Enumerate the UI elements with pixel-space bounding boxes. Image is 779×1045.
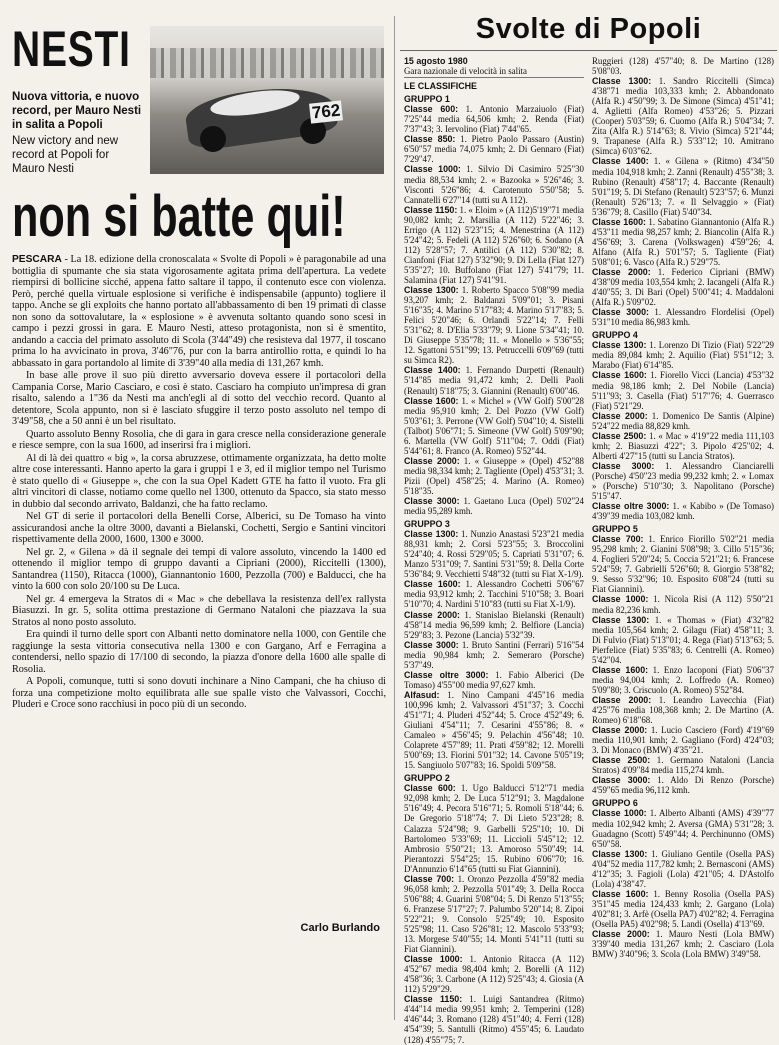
class-standings: 1. Alessandro Cochetti 5'06"67 media 93,912 kmh; 2. Tacchini 5'10"58; 3. Boari 5'10"70; 4. Nardini 5'10"83 (tutti su Fiat X-1/9). (404, 579, 584, 610)
class-standings: 1. « Kabibo » (De Tomaso) 4'39"39 media 103,082 kmh. (592, 501, 775, 522)
car-number: 762 (309, 100, 343, 123)
class-label: Classe 1000: (592, 594, 649, 605)
class-standings: 1. Gaetano Luca (Opel) 5'02"24 media 95,289 kmh. (404, 496, 584, 517)
class-result (592, 461, 774, 501)
headline-name: NESTI (12, 21, 131, 77)
class-result (592, 889, 774, 929)
article-paragraph: Nel gr. 4 emergeva la Stratos di « Mac » che debellava la resistenza dell'ex rallysta Biasuzzi. In gr. 5, solita ottima prestazione di Germano Nataloni che piazzava la sua Stratos al nono posto assoluto. (12, 593, 386, 628)
class-label: Classe 1600: (404, 395, 459, 406)
article-paragraph: Nel GT di serie il portacolori della Benelli Corse, Alberici, su De Tomaso ha vinto assicurandosi anche la oltre 3000, davanti a Bielanski, Cochetti, Sergio e Santini vincitori rispettivamente della 2000, 1600, 1300 e 3000. (12, 511, 386, 545)
class-label: Classe 1000: (592, 808, 647, 819)
class-standings: 1. Alessandro Flordelisi (Opel) 5'31"10 media 86,983 kmh. (592, 307, 774, 328)
group-heading: GRUPPO 5 (592, 524, 638, 535)
class-standings: 1. « Giuseppe » (Opel) 4'52"88 media 98,334 kmh; 2. Tagliente (Opel) 4'53"31; 3. Pizii (Opel) 4'58"25; 4. Marino (A. Romeo) 5'18"35. (404, 455, 584, 496)
article-paragraph: Nel gr. 2, « Gilena » dà il segnale dei tempi di valore assoluto, vincendo la 1400 ed ottenendo il miglior tempo di gruppo davanti a Cipriani (2000), Riccitelli (1300), Santandrea (1150), Ritacca (1000), Giannantonio 1600, Pezzolla (700) e Balducci, che ha vinto la 600 con solo 20/100 su De Luca. (12, 546, 386, 592)
class-standings: 1. Giuliano Gentile (Osella PAS) 4'04"52 media 117,782 kmh; 2. Bernasconi (AMS) 4'12"35; 3. Fagioli (Lola) 4'21"05; 4. D'Astolfo (Lola) 4'38"47. (592, 848, 774, 889)
class-label: Classe 2000: (592, 929, 650, 940)
class-label: Classe 700: (404, 873, 455, 884)
class-result (592, 725, 774, 755)
class-result (592, 217, 774, 267)
class-result (592, 775, 774, 795)
paragraph-text: - La 18. edizione della cronoscalata « Svolte di Popoli » è paragonabile ad una bottiglia di spumante che sia stata vigorosamente agitata prima dell'apertura. La vedete riempirsi di bollicine sicché, appena fatto saltare il tappo, il contenuto esce con violenza. Però, perché quella virtuale esplosione si verifiche è indispensabile (appunto) togliere il tappo. Anche se gli exploits che hanno portato all'abbassamento di ben 19 primati di classe non sono da sottovalutare, la « esplosione » è avvenuta soltanto quando sono scesi in campo i pezzi grossi in gara. E Mauro Nesti, atteso protagonista, non si è smentito, andando a caccia del primato assoluto di Scola (3'44"49) che resisteva dal 1977, il toscano prima lo ha avvicinato in prova, 3'46"76, pur con la barra antirollio rotta, e quindi lo ha abbassato in gara portandolo al limite di 3'39"40 alla media di 131,267 kmh. (12, 254, 386, 369)
class-standings: 1. Nino Campani 4'45"16 media 100,996 kmh; 2. Valvassori 4'51"37; 3. Cocchi 4'51"71; 4. Pluderi 4'52"44; 5. Croce 4'52"49; 6. Giuliani 4'54"11; 7. Cesarini 4'55"86; 8. « Camaleo » 4'56"45; 9. Pelachin 4'56"48; 10. Colaprete 4'57"89; 11. Prati 4'59"82; 12. Morelli 5'00"69; 13. Fiorini 5'01"32; 14. Cavone 5'05"19; 15. Sangiuolo 5'07"83; 16. Spoldi 5'09"58. (404, 689, 584, 771)
class-result (592, 267, 774, 307)
class-result (404, 496, 584, 516)
race-car-photo (150, 26, 384, 174)
article-body (12, 254, 386, 712)
class-standings: 1. « Michel » (VW Golf) 5'00"28 media 95,910 kmh; 2. Del Pozzo (VW Golf) 5'03"61; 3. Perrone (VW Golf) 5'04"10; 4. Sistelli (Talbot) 5'06"71; 5. Simeone (VW Golf) 5'09"90; 6. Martella (VW Golf) 5'11"04; 7. Oddi (Fiat) 5'44"61; 8. Franco (A. Romeo) 5'52"44. (404, 395, 584, 456)
class-result (404, 396, 584, 456)
class-label: Classe 3000: (592, 775, 651, 786)
class-result (404, 690, 584, 770)
article-paragraph: In base alle prove il suo più diretto avversario doveva essere il portacolori della Campania Corse, Mario Casciaro, e così è stato. Casciaro ha compiuto un'impresa di gran risalto, salendo a 1"36 da Nesti ma anch'egli al di sotto del vecchio record. Quanto al detentore, Scola appunto, non si è lasciato sfuggire il terzo posto assoluto nel tempo di 3'49"58, che a 50 anni è un bel risultato. (12, 370, 386, 427)
author-byline: Carlo Burlando (300, 922, 380, 934)
class-label: Classe 1300: (592, 848, 648, 859)
class-standings: 1. Roberto Spacco 5'08"99 media 93,207 kmh; 2. Baldanzi 5'09"01; 3. Pisani 5'16"35; 4. Marino 5'17"83; 4. Marino 5'17"83; 5. Felici 5'20"46; 6. Orlandi 5'22"14; 7. Felli 5'31"62; 8. D'Elia 5'33"79; 9. Lione 5'34"41; 10. Di Giuseppe 5'35"78; 11. « Monello » 5'36"55; 12. Sgattoni 5'51"99; 13. Petruccelli 6'09"69 (tutti su Simca R2). (404, 285, 584, 366)
class-label: Classe 3000: (404, 639, 459, 650)
main-headline: non si batte qui! (12, 184, 346, 249)
class-label: Alfasud: (404, 689, 440, 700)
class-standings: Ruggieri (128) 4'57"40; 8. De Martino (128) 5'08"03. (592, 56, 774, 77)
class-standings: 1. Alessandro Cianciarelli (Porsche) 4'50"23 media 99,232 kmh; 2. « Lomax » (Porsche) 5'10"30; 3. Napolitano (Porsche) 5'15"47. (592, 460, 774, 502)
class-result (404, 529, 584, 579)
class-standings: 1. « Mac » 4'19"22 media 111,103 kmh; 2. Biasuzzi 4'22"; 3. Pipolo 4'25"02; 4. Alberti 4'27"15 (tutti su Lancia Stratos). (592, 430, 774, 461)
class-label: Classe 1600: (592, 664, 649, 675)
class-label: Classe 2000: (404, 609, 460, 620)
class-label: Classe 3000: (592, 307, 649, 318)
class-label: Classe 1400: (404, 365, 461, 376)
class-result (592, 755, 774, 775)
class-result (404, 874, 584, 954)
article-paragraph: Al di là dei quattro « big », la corsa abruzzese, ottimamente organizzata, ha detto molte altre cose interessanti. Hanno aperto la gara i gruppi 1 e 3, ed il miglior tempo nel Turismo è stato quello di « Giuseppe », che con la sua Opel Kadett GTE ha fatto il vuoto. Fra gli altri vincitori di classe, notiamo come quello nel 1300, ottenuto da Spacco, sia stato messo in dubbio dal secondo arrivato, Baldanzi, che ha fatto reclamo. (12, 452, 386, 510)
class-standings: 1. Antonio Marzaiuolo (Fiat) 7'25"44 media 64,506 kmh; 2. Renda (Fiat) 7'37"43; 3. Iervolino (Fiat) 7'44"65. (404, 104, 584, 135)
class-result (592, 501, 774, 521)
class-label: Classe 600: (404, 783, 456, 794)
class-result (592, 534, 774, 594)
race-date: 15 agosto 1980 (404, 56, 468, 66)
class-standings: 1. Ugo Balducci 5'12"71 media 92,098 kmh; 2. De Luca 5'12"91; 3. Magdalone 5'16"49; 4. Pecora 5'16"71; 5. Romoli 5'18"44; 6. De Gregorio 5'18"74; 7. Di Lieto 5'23"28; 8. Calazza 5'24"98; 9. Garbelli 5'25"10; 10. Di Bartolomeo 5'33"69; 11. Liccioli 5'45"12; 12. Ambrosio 5'50"21; 13. Amoroso 5'50"49; 14. Pierantozzi 5'54"25; 15. Rubino 6'06"70; 16. D'Annunzio 6'14"65 (tutti su Fiat Giannini). (404, 783, 584, 874)
group-heading: GRUPPO 2 (404, 773, 450, 784)
class-result (404, 579, 584, 609)
article-paragraph: A Popoli, comunque, tutti si sono dovuti inchinare a Nino Campani, che ha chiuso di forza una competizione molto equilibrata alle sue spalle visto che Valvassori, Cocchi, Pluderi e Croce sono racchiusi in poco più di un secondo. (12, 676, 386, 710)
class-standings: 1. Domenico De Santis (Alpine) 5'24"22 media 88,829 kmh. (592, 410, 774, 431)
class-label: Classe 1150: (404, 994, 463, 1005)
article-paragraph: Quarto assoluto Benny Rosolia, che di gara in gara cresce nella considerazione generale e riesce sempre, con la sua 1600, ad inserirsi fra i migliori. (12, 428, 386, 451)
group-heading: GRUPPO 3 (404, 519, 450, 530)
class-standings: 1. Mauro Nesti (Lola BMW) 3'39"40 media 131,267 kmh; 2. Casciaro (Lola BMW) 3'40"96; 3. Scola (Lola BMW) 3'49"58. (592, 929, 774, 960)
class-label: Classe 1300: (592, 340, 647, 351)
class-standings: 1. Federico Cipriani (BMW) 4'38"09 media 103,554 kmh; 2. Iacangeli (Alfa R.) 4'40"55; 3. Di Bari (Opel) 5'00"41; 4. Maddaloni (Alfa R.) 5'09"02. (592, 266, 774, 308)
results-sidebar (400, 13, 777, 1045)
class-label: Classe 1400: (592, 156, 649, 167)
class-label: Classe 1300: (592, 614, 650, 625)
race-type: Gara nazionale di velocità in salita (404, 66, 584, 78)
class-result (592, 340, 774, 370)
article-paragraph: Era quindi il turno delle sport con Albanti netto dominatore nella 1000, con Gentile che raggiunge la sesta vittoria consecutiva nella 1300 e con Gargano, Arf e Ferragina a contendersi, nello spazio di 17/100 di secondo, la piazza d'onore della 1600 alle spalle di Rosolia. (12, 629, 386, 675)
class-standings: 1. Antonio Ritacca (A 112) 4'52"67 media 98,404 kmh; 2. Borelli (A 112) 4'58"36; 3. Carbone (A 112) 5'25"43; 4. Giosia (A 112) 5'29"29. (404, 954, 584, 995)
class-standings: 1. Sandro Riccitelli (Simca) 4'38"71 media 103,333 kmh; 2. Abbandonato (Alfa R.) 4'50"99; 3. De Simone (Simca) 4'51"41; 4. Aglietti (Alfa Romeo) 4'53"26; 5. Pizzari (Cooper) 5'03"59; 6. Cuomo (Alfa R.) 5'04"34; 7. Zita (Alfa R.) 5'14"63; 8. Vivio (Simca) 5'21"44; 9. Trapanese (Alfa R.) 5'33"12; 10. Amitrano (Simca) 6'03"62. (592, 76, 774, 157)
class-result (404, 670, 584, 690)
class-result (404, 640, 584, 670)
class-standings: 1. Pietro Paolo Passaro (Austin) 6'50"57 media 74,075 kmh; 2. Di Gennaro (Fiat) 7'29"47. (404, 134, 584, 165)
classifiche-heading: LE CLASSIFICHE (404, 81, 477, 92)
class-label: Classe 2000: (592, 725, 648, 736)
class-standings: 1. Germano Nataloni (Lancia Stratos) 4'09"84 media 115,274 kmh. (592, 755, 774, 776)
subtitle-english: New victory and new record at Popoli for Mauro Nesti (12, 135, 119, 175)
class-standings: 1. Enrico Fiorillo 5'02"21 media 95,298 kmh; 2. Gianini 5'08"98; 3. Cillo 5'15"36; 4. Foglieri 5'20"24; 5. Coccia 5'21"21; 6. Francese 5'24"59; 7. Gabrielli 5'26"60; 8. Giorgio 5'38"82; 9. Sesso 5'32"96; 10. Esposito 6'08"24 (tutti su Fiat Giannini). (592, 534, 774, 595)
subtitle-italian: Nuova vittoria, e nuovo record, per Mauro Nesti in salita a Popoli (12, 91, 142, 131)
class-result (592, 594, 774, 614)
class-standings: 1. Fernando Durpetti (Renault) 5'14"85 media 91,472 kmh; 2. Delli Paoli (Renault) 5'18"75; 3. Giannini (Renault) 6'00"46. (404, 365, 584, 396)
class-result (592, 849, 774, 889)
class-result (592, 665, 774, 695)
class-label: Classe 1150: (404, 204, 458, 215)
group-heading: GRUPPO 6 (592, 798, 638, 809)
class-label: Classe 2000: (592, 694, 652, 705)
class-result (404, 954, 584, 994)
class-result (404, 783, 584, 873)
article-paragraph (12, 254, 386, 369)
class-standings: 1. « Thomas » (Fiat) 4'32"82 media 105,564 kmh; 2. Gilagu (Fiat) 4'58"11; 3. Di Fulvio (Fiat) 5'13"01; 4. Rega (Fiat) 5'13"63; 5. Pierfelice (Fiat) 5'35"83; 6. Centrelli (A. Romeo) 5'42"04. (592, 614, 774, 665)
column-divider (394, 16, 395, 1020)
class-label: Classe 850: (404, 134, 456, 145)
class-standings: 1. Fiorello Vicci (Lancia) 4'53"32 media 98,186 kmh; 2. Del Nobile (Lancia) 5'11"93; 3. Casella (Fiat) 5'17"76; 4. Guerrasco (Fiat) 5'21"29. (592, 370, 774, 411)
class-standings: 1. Luigi Santandrea (Ritmo) 4'44"14 media 99,951 kmh; 2. Temperini (128) 4'46"44; 3. Romano (128) 4'51"40; 4. Ferri (128) 4'54"39; 5. Santulli (Ritmo) 4'55"45; 6. Laudato (128) 4'55"75; 7. (404, 994, 585, 1045)
class-result (404, 994, 584, 1044)
dateline: PESCARA (12, 254, 62, 265)
class-result (592, 615, 774, 665)
class-result (404, 134, 584, 164)
class-standings: 1. Bruto Santini (Ferrari) 5'16"54 media 90,984 kmh; 2. Semeraro (Porsche) 5'37"49. (404, 639, 584, 670)
class-standings: 1. Enzo Iacoponi (Fiat) 5'06"37 media 94,004 kmh; 2. Loffredo (A. Romeo) 5'09"80; 3. Criscuolo (A. Romeo) 5'52"84. (592, 664, 774, 695)
class-label: Classe 2000: (404, 455, 460, 466)
class-label: Classe 700: (592, 534, 644, 545)
class-label: Classe 2500: (592, 755, 651, 766)
results-column-right (592, 56, 774, 959)
class-result (404, 365, 584, 395)
class-result (404, 285, 584, 365)
class-result (592, 929, 774, 959)
race-car-wheel (200, 126, 226, 152)
class-standings: 1. « Gilena » (Ritmo) 4'34"50 media 104,918 kmh; 2. Zanni (Renault) 4'55"38; 3. Rubino (Renault) 4'58"17; 4. Baccante (Renault) 5'01"19; 5. Di Stefano (Renault) 5'23"57; 6. Munzi (Renault) 5'26"13; 7. « Il Selvaggio » (Fiat) 5'36"79; 8. Casillo (Fiat) 5'40"34. (592, 156, 774, 217)
class-label: Classe oltre 3000: (592, 501, 670, 512)
class-label: Classe 1300: (404, 285, 459, 296)
class-label: Classe 3000: (404, 496, 460, 507)
class-result (592, 695, 774, 725)
group-heading: GRUPPO 4 (592, 330, 638, 341)
class-label: Classe oltre 3000: (404, 669, 489, 680)
class-standings: 1. Leandro Lavecchia (Fiat) 4'25"76 media 108,368 kmh; 2. De Martino (A. Romeo) 6'18"68. (592, 694, 774, 726)
class-label: Classe 3000: (592, 460, 655, 471)
class-label: Classe 2500: (592, 430, 647, 441)
class-result (592, 411, 774, 431)
class-result (592, 76, 774, 156)
class-result (592, 808, 774, 848)
class-result (592, 56, 774, 76)
class-result (404, 164, 584, 204)
class-label: Classe 1300: (592, 76, 652, 87)
class-result (592, 156, 774, 216)
group-heading: GRUPPO 1 (404, 94, 450, 105)
class-standings: 1. Nicola Risi (A 112) 5'50"21 media 82,236 kmh. (592, 594, 774, 615)
class-standings: 1. Oronzo Pezzolla 4'59"82 media 96,058 kmh; 2. Pezzolla 5'01"49; 3. Della Rocca 5'06"88; 4. Guarini 5'08"04; 5. Di Renzo 5'13"55; 6. Franzese 5'17"27; 7. Palumbo 5'20"14; 8. Zipoi 5'22"21; 9. Consolo 5'25"49; 10. Esposito 5'25"98; 11. Caso 5'26"81; 12. Mascolo 5'33"93; 13. Morgese 5'40"55; 14. Monti 5'41"11 (tutti su Fiat Giannini). (404, 873, 584, 955)
class-label: Classe 600: (404, 104, 459, 115)
class-label: Classe 1000: (404, 164, 461, 175)
class-standings: 1. Lorenzo Di Tizio (Fiat) 5'22"29 media 89,084 kmh; 2. Aquilio (Fiat) 5'51"12; 3. Marabo (Fiat) 6'14"85. (592, 340, 774, 371)
class-label: Classe 1000: (404, 954, 463, 965)
class-label: Classe 2000: (592, 266, 651, 277)
class-label: Classe 1300: (404, 529, 459, 540)
class-standings: 1. Benny Rosolia (Osella PAS) 3'51"45 media 124,433 kmh; 2. Gargano (Lola) 4'02"81; 3. Arfè (Osella PA7) 4'02"82; 4. Ferragina (Osella PA5) 4'02"98; 5. Landi (Osella) 4'13"69. (592, 888, 774, 929)
class-label: Classe 1600: (404, 579, 461, 590)
main-article (8, 20, 388, 1020)
class-label: Classe 1600: (592, 888, 649, 899)
class-standings: 1. Lucio Casciero (Ford) 4'19"69 media 110,901 kmh; 2. Gagliano (Ford) 4'24"03; 3. Di Monaco (BMW) 4'35"21. (592, 725, 774, 756)
class-result (592, 370, 774, 410)
class-result (592, 307, 774, 327)
class-standings: 1. Stanislao Bielanski (Renault) 4'58"14 media 96,599 kmh; 2. Belfiore (Lancia) 5'29"83; 3. Pezone (Lancia) 5'32"39. (404, 609, 584, 640)
class-result (592, 431, 774, 461)
class-standings: 1. Aldo Di Renzo (Porsche) 4'59"65 media 96,112 kmh. (592, 775, 774, 796)
class-standings: 1. Nunzio Anastasi 5'23"21 media 88,931 kmh; 2. Corsi 5'23"55; 3. Broccolini 5'24"40; 4. Rossi 5'29"05; 5. Capriati 5'31"07; 6. Manzo 5'31"09; 7. Santini 5'31"59; 8. Della Corte 5'36"84; 9. Vecchietti 5'48"32 (tutti su Fiat X-1/9). (404, 529, 584, 580)
class-result (404, 205, 584, 285)
class-standings: 1. Sabatino Giannantonio (Alfa R.) 4'53"11 media 98,257 kmh; 2. Biancolin (Alfa R.) 4'56"69; 3. Carena (Volkswagen) 4'59"26; 4. Alfano (Alfa R.) 5'01"57; 5. Tagliente (Fiat) 5'08"01; 6. Vasco (Alfa R.) 5'29"75. (592, 216, 774, 267)
class-standings: 1. Alberto Albanti (AMS) 4'39"77 media 102,942 kmh; 2. Aversa (GMA) 5'31"28; 3. Guadagno (Scott) 5'49"44; 4. Perchinunno (OMS) 6'50"58. (592, 808, 774, 849)
results-column-left (404, 56, 584, 1045)
class-label: Classe 1600: (592, 216, 646, 227)
class-standings: 1. « Eloim » (A 112)5'19"71 media 90,082 kmh; 2. Marsilia (A 112) 5'22"46; 3. Errigo (A 112) 5'23"15; 4. Menestrina (A 112) 5'24"42; 5. Fedeli (A 112) 5'26"60; 6. Sodano (A 112) 5'28"57; 7. Antilici (A 112) 5'30"82; 8. Cianfoni (Fiat 127) 5'32"90; 9. Di Lella (Fiat 127) 5'35"27; 10. Buffolano (Fiat 127) 5'41"79; 11. Salamina (Fiat 127) 5'41"91. (404, 204, 584, 285)
title-rule (400, 50, 777, 51)
class-result (404, 456, 584, 496)
class-label: Classe 1600: (592, 370, 647, 381)
spectators (150, 48, 384, 78)
class-result (404, 610, 584, 640)
class-standings: 1. Silvio Di Casimiro 5'25"30 media 88,534 kmh; 2. « Bazooka » 5'26"46; 3. Visconti 5'26"86; 4. Carotenuto 5'50"58; 5. Cannatelli 6'27"14 (tutti su A 112). (404, 164, 584, 205)
class-label: Classe 2000: (592, 410, 648, 421)
class-result (404, 104, 584, 134)
results-title: Svolte di Popoli (475, 13, 702, 45)
class-standings: 1. Fabio Alberici (De Tomaso) 4'55"00 media 97,627 kmh. (404, 669, 585, 690)
